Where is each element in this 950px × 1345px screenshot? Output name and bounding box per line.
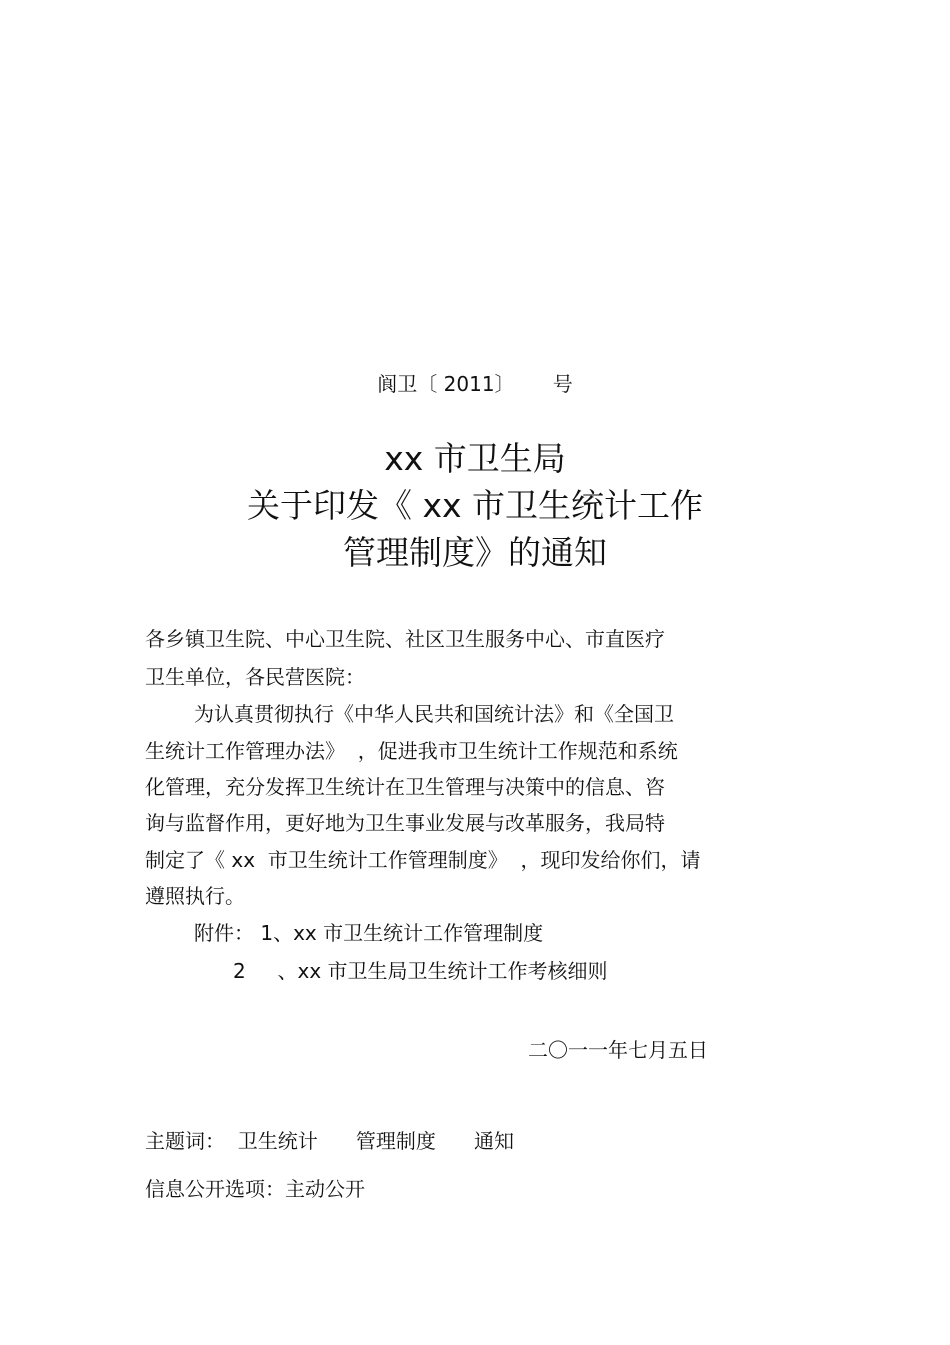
body-line-3: 化管理，充分发挥卫生统计在卫生管理与决策中的信息、咨 bbox=[145, 775, 665, 799]
title-line-1: xx 市卫生局 bbox=[384, 439, 566, 478]
body-line-5: 制定了《 xx 市卫生统计工作管理制度》 ，现印发给你们，请 bbox=[145, 848, 701, 872]
disclosure-line: 信息公开选项：主动公开 bbox=[145, 1177, 365, 1201]
keywords-line: 主题词： 卫生统计 管理制度 通知 bbox=[145, 1129, 515, 1153]
body-line-4: 询与监督作用，更好地为卫生事业发展与改革服务，我局特 bbox=[145, 811, 665, 835]
salutation-line-2: 卫生单位，各民营医院： bbox=[145, 665, 365, 689]
body-line-2: 生统计工作管理办法》 ，促进我市卫生统计工作规范和系统 bbox=[145, 739, 678, 763]
attachment-line-2: 2 、xx 市卫生局卫生统计工作考核细则 bbox=[233, 959, 608, 983]
salutation-line-1: 各乡镇卫生院、中心卫生院、社区卫生服务中心、市直医疗 bbox=[145, 627, 665, 651]
title-line-2: 关于印发《 xx 市卫生统计工作 bbox=[246, 486, 704, 525]
body-line-6: 遵照执行。 bbox=[145, 884, 245, 908]
attachment-line-1: 附件： 1、xx 市卫生统计工作管理制度 bbox=[194, 921, 544, 945]
document-number: 阆卫〔 2011〕 号 bbox=[377, 372, 573, 396]
body-line-1: 为认真贯彻执行《中华人民共和国统计法》和《全国卫 bbox=[194, 702, 674, 726]
issue-date: 二〇一一年七月五日 bbox=[528, 1038, 708, 1062]
title-line-3: 管理制度》的通知 bbox=[343, 533, 607, 572]
